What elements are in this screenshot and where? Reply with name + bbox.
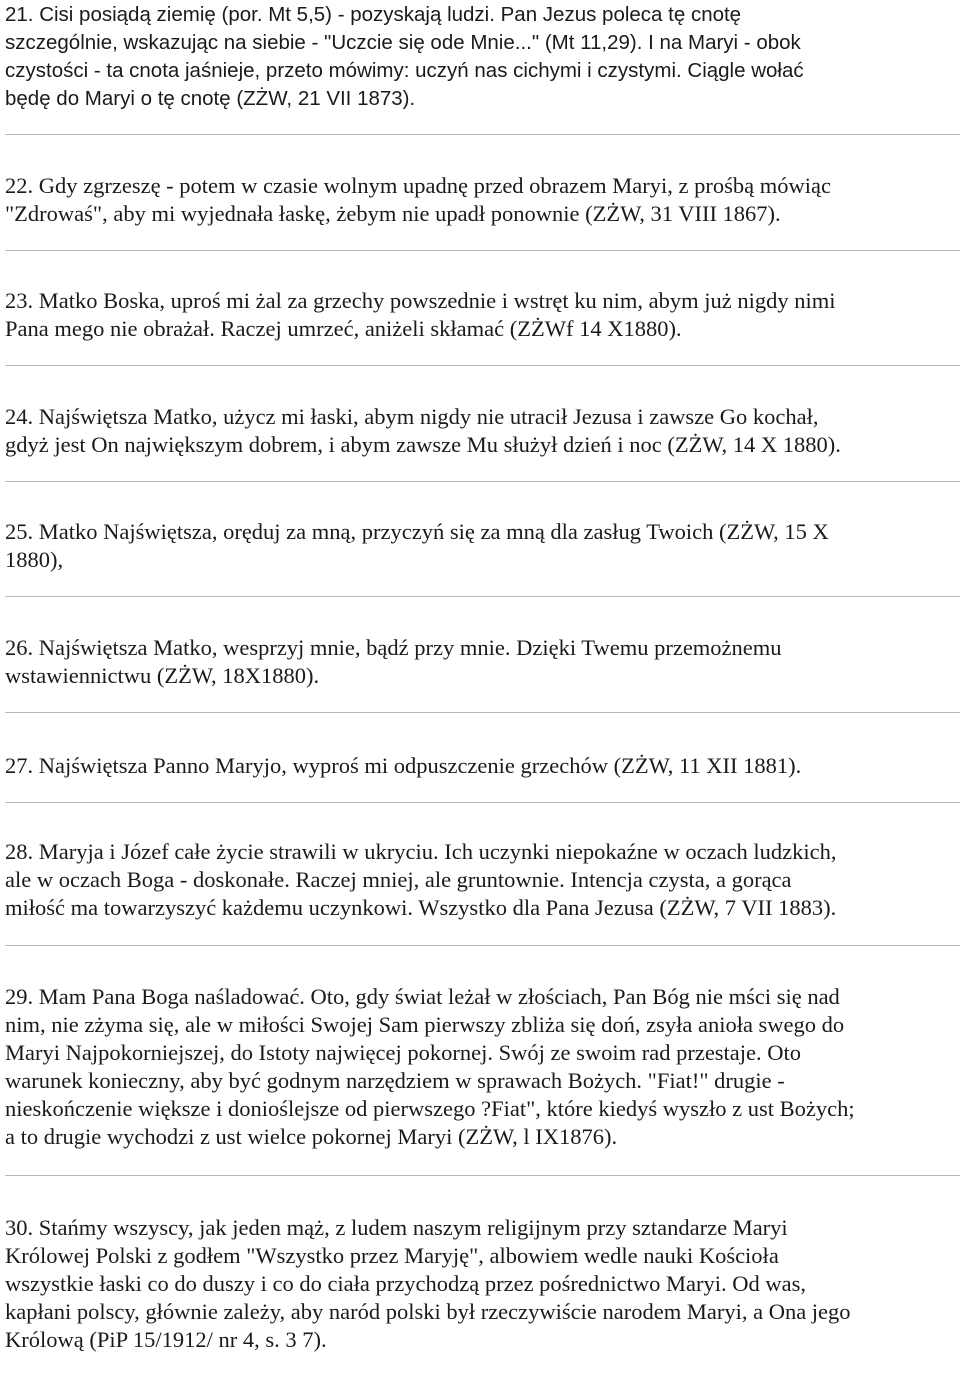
paragraph-23: [5, 287, 955, 343]
paragraph-text: 30. Stańmy wszyscy, jak jeden mąż, z ludem naszym religijnym przy sztandarze Maryi Królowej Polski z godłem "Wszystko przez Maryję", albowiem wedle nauki Kościoła wszystkie łaski co do duszy i co do ciała przychodzą przez pośrednictwo Maryi. Od was, kapłani polscy, głównie zależy, aby naród polski był rzeczywiście narodem Maryi, a Ona jego Królową (PiP 15/1912/ nr 4, s. 3 7).: [5, 1215, 851, 1352]
paragraph-30: [5, 1214, 955, 1354]
paragraph-text: 28. Maryja i Józef całe życie strawili w ukryciu. Ich uczynki niepokaźne w oczach ludzkich, ale w oczach Boga - doskonałe. Raczej mniej, ale gruntownie. Intencja czysta, a gorąca miłość ma towarzyszyć każdemu uczynkowi. Wszystko dla Pana Jezusa (ZŻW, 7 VII 1883).: [5, 839, 837, 920]
paragraph-text: 23. Matko Boska, uproś mi żal za grzechy powszednie i wstręt ku nim, abym już nigdy nimi Pana mego nie obrażał. Raczej umrzeć, aniżeli skłamać (ZŻWf 14 X1880).: [5, 288, 836, 341]
separator-line: [5, 712, 960, 713]
paragraph-27: [5, 752, 955, 780]
paragraph-text: 27. Najświętsza Panno Maryjo, wyproś mi odpuszczenie grzechów (ZŻW, 11 XII 1881).: [5, 753, 802, 778]
paragraph-text: 25. Matko Najświętsza, oręduj za mną, przyczyń się za mną dla zasług Twoich (ZŻW, 15 X 1880),: [5, 519, 829, 572]
paragraph-24: [5, 403, 955, 459]
paragraph-25: [5, 518, 955, 574]
paragraph-text: 21. Cisi posiądą ziemię (por. Mt 5,5) - pozyskają ludzi. Pan Jezus poleca tę cnotę szczególnie, wskazując na siebie - "Uczcie się ode Mnie..." (Mt 11,29). I na Maryi - obok czystości - ta cnota jaśnieje, przeto mówimy: uczyń nas cichymi i czystymi. Ciągle wołać będę do Maryi o tę cnotę (ZŻW, 21 VII 1873).: [5, 3, 804, 110]
separator-line: [5, 481, 960, 482]
separator-line: [5, 134, 960, 135]
paragraph-text: 24. Najświętsza Matko, użycz mi łaski, abym nigdy nie utracił Jezusa i zawsze Go kochał, gdyż jest On największym dobrem, i abym zawsze Mu służył dzień i noc (ZŻW, 14 X 1880).: [5, 404, 841, 457]
paragraph-28: [5, 838, 955, 922]
paragraph-text: 29. Mam Pana Boga naśladować. Oto, gdy świat leżał w złościach, Pan Bóg nie mści się nad nim, nie zżyma się, ale w miłości Swojej Sam pierwszy zbliża się doń, zsyła anioła swego do Maryi Najpokorniejszej, do Istoty najwięcej pokornej. Swój ze swoim rad przestaje. Oto warunek konieczny, aby być godnym narzędziem w sprawach Bożych. "Fiat!" drugie - nieskończenie większe i donioślejsze od pierwszego ?Fiat", które kiedyś wyszło z ust Bożych; a to drugie wychodzi z ust wielce pokornej Maryi (ZŻW, l IX1876).: [5, 984, 855, 1149]
separator-line: [5, 802, 960, 803]
paragraph-22: [5, 172, 955, 228]
paragraph-29: [5, 983, 955, 1151]
paragraph-26: [5, 634, 955, 690]
paragraph-text: 22. Gdy zgrzeszę - potem w czasie wolnym upadnę przed obrazem Maryi, z prośbą mówiąc "Zdrowaś", aby mi wyjednała łaskę, żebym nie upadł ponownie (ZŻW, 31 VIII 1867).: [5, 173, 831, 226]
separator-line: [5, 250, 960, 251]
separator-line: [5, 1175, 960, 1176]
separator-line: [5, 365, 960, 366]
separator-line: [5, 596, 960, 597]
paragraph-21: [5, 1, 955, 113]
paragraph-text: 26. Najświętsza Matko, wesprzyj mnie, bądź przy mnie. Dzięki Twemu przemożnemu wstawiennictwu (ZŻW, 18X1880).: [5, 635, 782, 688]
separator-line: [5, 945, 960, 946]
